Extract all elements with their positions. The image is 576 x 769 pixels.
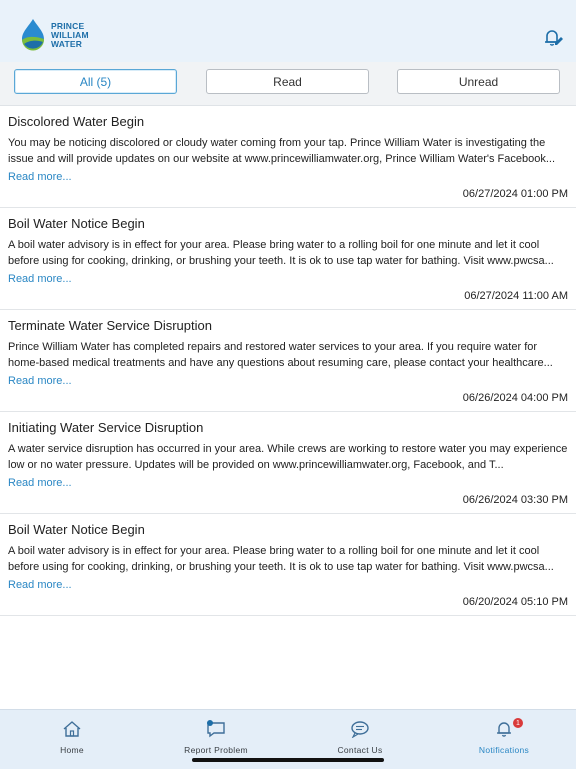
brand-logo[interactable] xyxy=(18,18,89,52)
notification-body: A water service disruption has occurred in your area. While crews are working to restore water you may experience low or no water pressure. Updates will be provided on www.princewilliamwater.org, Facebook, and T... xyxy=(8,443,568,471)
nav-label: Report Problem xyxy=(184,745,248,755)
notification-item[interactable] xyxy=(0,208,576,310)
read-more-link[interactable]: Read more... xyxy=(8,579,72,591)
notification-date: 06/26/2024 04:00 PM xyxy=(462,392,568,404)
notifications-icon xyxy=(494,720,514,738)
notification-title: Initiating Water Service Disruption xyxy=(8,420,204,435)
brand-name xyxy=(51,22,89,49)
brand-line-1: PRINCE xyxy=(51,20,85,31)
notification-item[interactable] xyxy=(0,514,576,616)
bell-edit-icon[interactable] xyxy=(542,26,564,48)
read-more-link[interactable]: Read more... xyxy=(8,477,72,489)
brand-line-3: WATER xyxy=(51,38,83,49)
tab-read[interactable]: Read xyxy=(206,69,369,94)
notification-date: 06/20/2024 05:10 PM xyxy=(462,596,568,608)
contact-us-icon xyxy=(350,720,370,738)
nav-label: Home xyxy=(60,745,84,755)
notification-body: Prince William Water has completed repairs and restored water services to your area. If you require water for home-based medical treatments and have any questions about resuming care, please contact your healthcare... xyxy=(8,341,553,369)
home-icon xyxy=(62,720,82,738)
notification-date: 06/27/2024 11:00 AM xyxy=(464,290,568,302)
notification-badge: 1 xyxy=(513,718,523,728)
nav-home[interactable] xyxy=(0,710,144,769)
app-header xyxy=(0,0,576,62)
notification-body: A boil water advisory is in effect for your area. Please bring water to a rolling boil for one minute and let it cool before using for cooking, drinking, or brushing your teeth. It is ok to use tap water for bathing. Visit www.pwcsa... xyxy=(8,239,554,267)
notification-body: You may be noticing discolored or cloudy water coming from your tap. Prince William Water is investigating the issue and will provide updates on our website at www.princewilliamwater.org, Prince William Water's Facebook... xyxy=(8,137,556,165)
nav-label: Notifications xyxy=(478,745,530,755)
notification-body: A boil water advisory is in effect for your area. Please bring water to a rolling boil for one minute and let it cool before using for cooking, drinking, or brushing your teeth. It is ok to use tap water for bathing. Visit www.pwcsa... xyxy=(8,545,554,573)
report-problem-icon xyxy=(206,720,226,738)
read-more-link[interactable]: Read more... xyxy=(8,375,72,387)
home-indicator xyxy=(192,758,384,762)
read-more-link[interactable]: Read more... xyxy=(8,273,72,285)
water-drop-logo-icon xyxy=(18,18,48,52)
notification-date: 06/27/2024 01:00 PM xyxy=(462,188,568,200)
nav-label: Contact Us xyxy=(337,745,383,755)
read-more-link[interactable]: Read more... xyxy=(8,171,72,183)
tab-all[interactable]: All (5) xyxy=(14,69,177,94)
tab-unread[interactable]: Unread xyxy=(397,69,560,94)
notification-date: 06/26/2024 03:30 PM xyxy=(462,494,568,506)
notification-title: Boil Water Notice Begin xyxy=(8,522,145,537)
brand-line-2: WILLIAM xyxy=(51,29,89,40)
notification-title: Discolored Water Begin xyxy=(8,114,145,129)
notification-title: Terminate Water Service Disruption xyxy=(8,318,212,333)
notification-list xyxy=(0,106,576,616)
notification-title: Boil Water Notice Begin xyxy=(8,216,145,231)
notification-item[interactable] xyxy=(0,412,576,514)
notification-item[interactable] xyxy=(0,106,576,208)
nav-notifications[interactable] xyxy=(432,710,576,769)
notification-item[interactable] xyxy=(0,310,576,412)
filter-tabs xyxy=(0,62,576,106)
